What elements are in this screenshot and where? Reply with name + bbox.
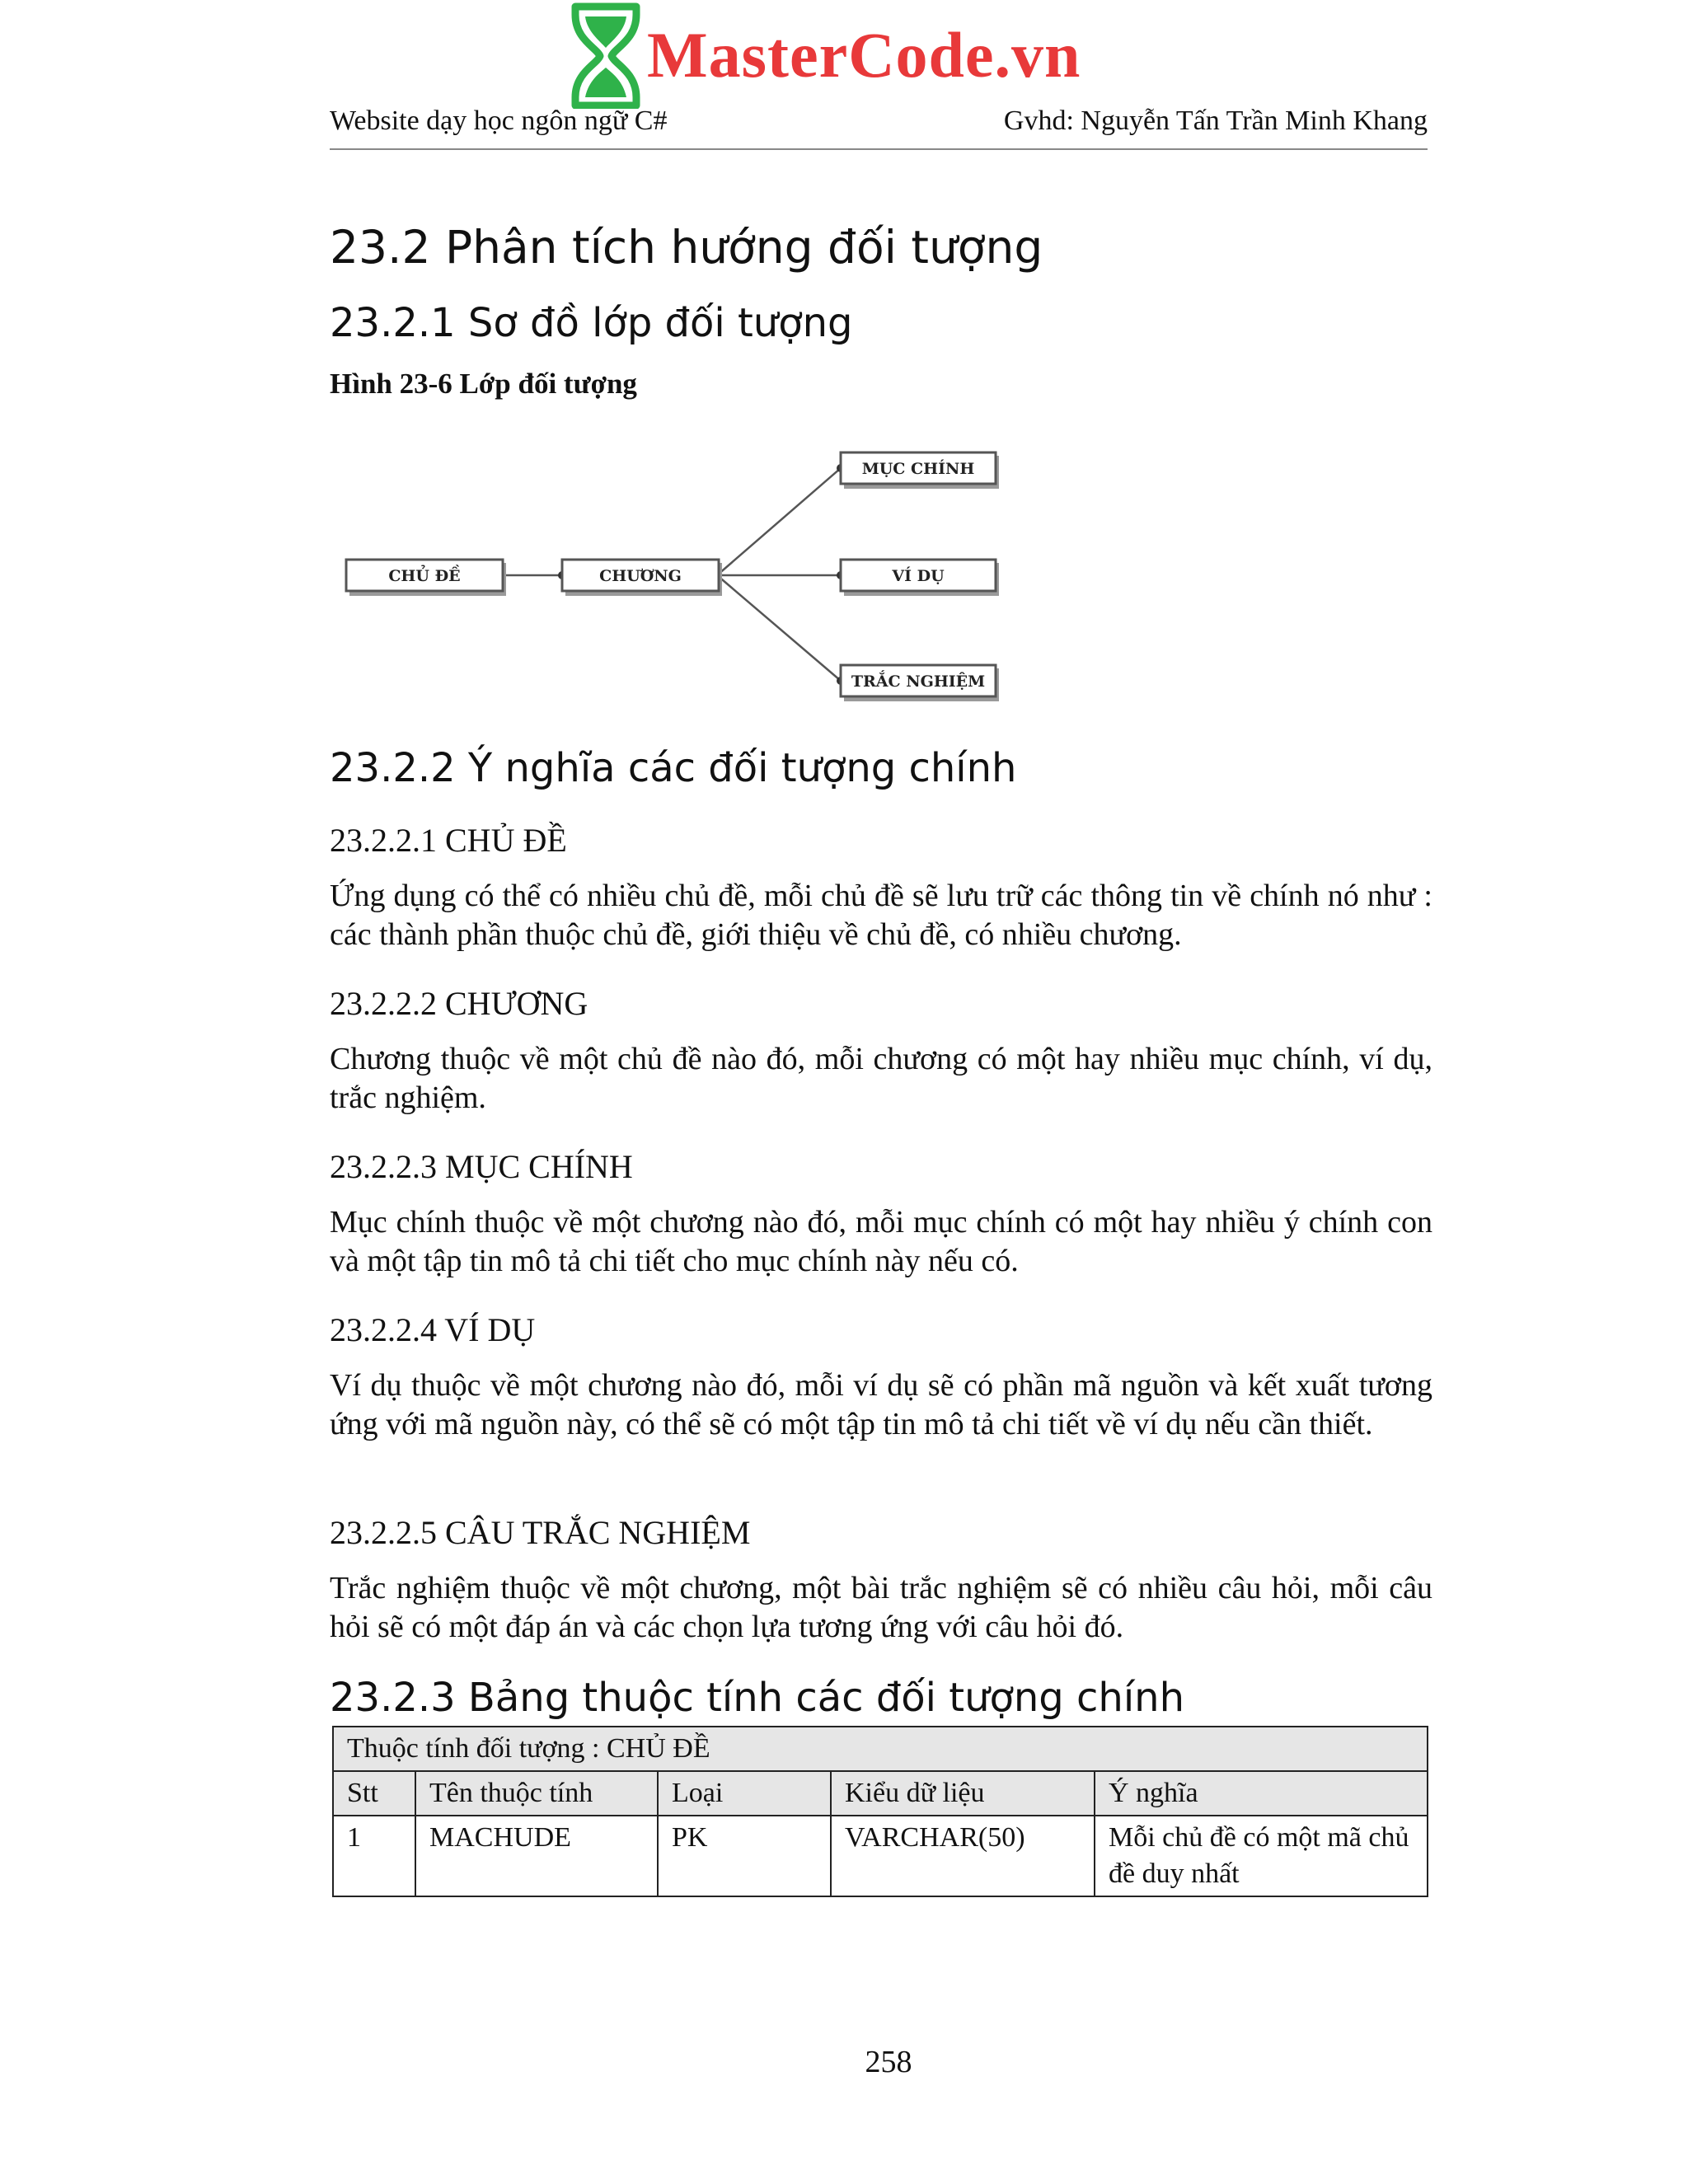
table-caption-row (333, 1727, 1428, 1771)
table-cell: MACHUDE (415, 1816, 658, 1896)
item-paragraph: Ứng dụng có thể có nhiều chủ đề, mỗi chủ đề sẽ lưu trữ các thông tin về chính nó như : các thành phần thuộc chủ đề, giới thiệu về chủ đề, có nhiều chương. (330, 879, 1432, 952)
item-heading: 23.2.2.5 CÂU TRẮC NGHIỆM (330, 1514, 751, 1551)
column-header: Ý nghĩa (1095, 1771, 1428, 1816)
column-header: Stt (333, 1771, 415, 1816)
subsection-title-1: 23.2.1 Sơ đồ lớp đối tượng (330, 300, 853, 346)
item-heading: 23.2.2.4 VÍ DỤ (330, 1311, 536, 1348)
attribute-table (332, 1726, 1428, 1897)
header-left: Website dạy học ngôn ngữ C# (330, 105, 668, 136)
item-heading: 23.2.2.3 MỤC CHÍNH (330, 1148, 633, 1185)
header-divider (330, 148, 1428, 150)
node-label: CHỦ ĐỀ (388, 567, 461, 585)
table-cell: PK (658, 1816, 831, 1896)
table-cell: Mỗi chủ đề có một mã chủ đề duy nhất (1095, 1816, 1428, 1896)
node-label: TRẮC NGHIỆM (851, 673, 986, 691)
table-row (333, 1816, 1428, 1896)
item-paragraph: Trắc nghiệm thuộc về một chương, một bài trắc nghiệm sẽ có nhiều câu hỏi, mỗi câu hỏi sẽ có một đáp án và các chọn lựa tương ứng với câu hỏi đó. (330, 1571, 1432, 1644)
header-right: Gvhd: Nguyễn Tấn Trần Minh Khang (1003, 105, 1428, 136)
item-paragraph: Chương thuộc về một chủ đề nào đó, mỗi chương có một hay nhiều mục chính, ví dụ, trắc nghiệm. (330, 1042, 1432, 1115)
subsection-title-3: 23.2.3 Bảng thuộc tính các đối tượng chính (330, 1675, 1184, 1721)
table-header-row (333, 1771, 1428, 1816)
edge-chuong-mucchinh (717, 468, 841, 575)
item-paragraph: Mục chính thuộc về một chương nào đó, mỗi mục chính có một hay nhiều ý chính con và một tập tin mô tả chi tiết cho mục chính này nếu có. (330, 1205, 1432, 1278)
item-paragraph: Ví dụ thuộc về một chương nào đó, mỗi ví dụ sẽ có phần mã nguồn và kết xuất tương ứng với mã nguồn này, có thể sẽ có một tập tin mô tả chi tiết về ví dụ nếu cần thiết. (330, 1368, 1432, 1441)
class-diagram (330, 429, 1022, 709)
column-header: Tên thuộc tính (415, 1771, 658, 1816)
section-title: 23.2 Phân tích hướng đối tượng (330, 221, 1043, 274)
table-caption: Thuộc tính đối tượng : CHỦ ĐỀ (333, 1727, 1428, 1771)
table-cell: VARCHAR(50) (831, 1816, 1095, 1896)
figure-caption: Hình 23-6 Lớp đối tượng (330, 368, 637, 400)
item-heading: 23.2.2.2 CHƯƠNG (330, 985, 588, 1022)
node-label: VÍ DỤ (892, 567, 945, 585)
subsection-title-2: 23.2.2 Ý nghĩa các đối tượng chính (330, 745, 1017, 791)
brand-logo: MasterCode.vn (647, 19, 1081, 91)
column-header: Loại (658, 1771, 831, 1816)
item-heading: 23.2.2.1 CHỦ ĐỀ (330, 822, 567, 859)
node-label: MỤC CHÍNH (861, 460, 975, 478)
node-label: CHƯƠNG (599, 567, 682, 585)
column-header: Kiểu dữ liệu (831, 1771, 1095, 1816)
edge-chuong-tracnghiem (717, 575, 841, 681)
page-number: 258 (865, 2045, 912, 2079)
table-cell: 1 (333, 1816, 415, 1896)
